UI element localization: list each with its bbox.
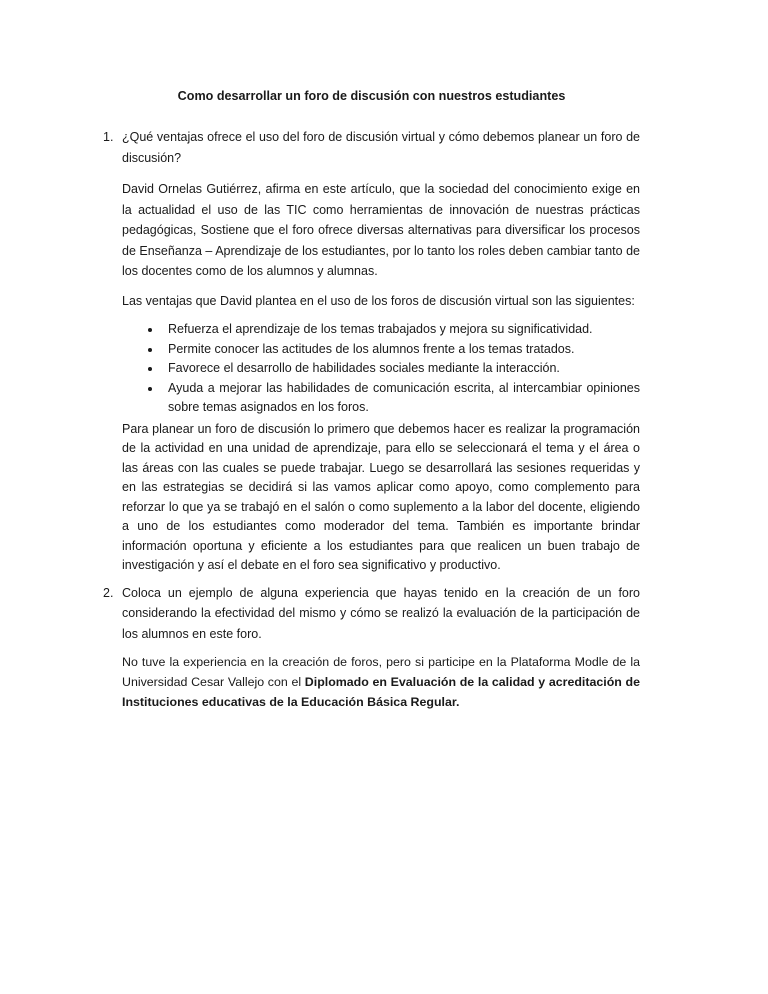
- bullet-dot-icon: [148, 328, 152, 332]
- question-1-text: ¿Qué ventajas ofrece el uso del foro de discusión virtual y cómo debemos planear un foro de discusión?: [122, 130, 640, 165]
- paragraph-author: David Ornelas Gutiérrez, afirma en este artículo, que la sociedad del conocimiento exige en la actualidad el uso de las TIC como herramientas de innovación de nuestras prácticas pedagógicas, Sostiene que el foro ofrece diversas alternativas para diversificar los procesos de Enseñanza – Aprendizaje de los estudiantes, por lo tanto los roles deben cambiar tanto de los docentes como de los alumnos y alumnas.: [122, 182, 640, 278]
- answer-normal-text: No tuve la experiencia en la creación de foros, pero si participe en la Plataforma Modle de la Universidad Cesar Vallejo con el: [122, 655, 640, 689]
- document-title: Como desarrollar un foro de discusión con nuestros estudiantes: [177, 89, 566, 103]
- question-1: [103, 127, 640, 168]
- bullet-dot-icon: [148, 387, 152, 391]
- document-content: [103, 0, 640, 712]
- question-2: [103, 583, 640, 645]
- bullet-dot-icon: [148, 348, 152, 352]
- list-item-text: Favorece el desarrollo de habilidades sociales mediante la interacción.: [168, 361, 560, 375]
- list-item: [148, 359, 640, 379]
- paragraph-planning: Para planear un foro de discusión lo primero que debemos hacer es realizar la programación de la actividad en una unidad de aprendizaje, para ello se seleccionará el tema y el área o las áreas con las cuales se puede trabajar. Luego se desarrollará las sesiones requeridas y en las estrategias se decidirá si las vamos aplicar como apoyo, como complemento para reforzar lo que ya se trabajó en el salón o como suplemento a la labor del docente, eligiendo a uno de los estudiantes como moderador del tema. También es importante brindar información oportuna y eficiente a los estudiantes para que realicen un buen trabajo de investigación y así el debate en el foro sea significativo y productivo.: [122, 421, 640, 572]
- question-2-number: 2.: [103, 585, 114, 600]
- question-1-number: 1.: [103, 130, 114, 144]
- question-2-text: Coloca un ejemplo de alguna experiencia que hayas tenido en la creación de un foro considerando la efectividad del mismo y cómo se realizó la evaluación de la participación de los alumnos en este foro.: [122, 585, 640, 641]
- list-item: [148, 320, 640, 340]
- answer-paragraph: [122, 652, 640, 712]
- list-item: [148, 340, 640, 360]
- list-item-text: Ayuda a mejorar las habilidades de comunicación escrita, al intercambiar opiniones sobre temas asignados en los foros.: [168, 380, 640, 414]
- list-item-text: Refuerza el aprendizaje de los temas trabajados y mejora su significatividad.: [168, 322, 593, 336]
- paragraph-advantages-intro: Las ventajas que David plantea en el uso de los foros de discusión virtual son las siguientes:: [122, 293, 635, 308]
- bullet-dot-icon: [148, 367, 152, 371]
- list-item: [148, 379, 640, 418]
- advantages-list: [148, 320, 640, 418]
- answer-bold-text: Diplomado en Evaluación de la calidad y acreditación de Instituciones educativas de la Educación Básica Regular.: [122, 675, 640, 709]
- list-item-text: Permite conocer las actitudes de los alumnos frente a los temas tratados.: [168, 341, 575, 356]
